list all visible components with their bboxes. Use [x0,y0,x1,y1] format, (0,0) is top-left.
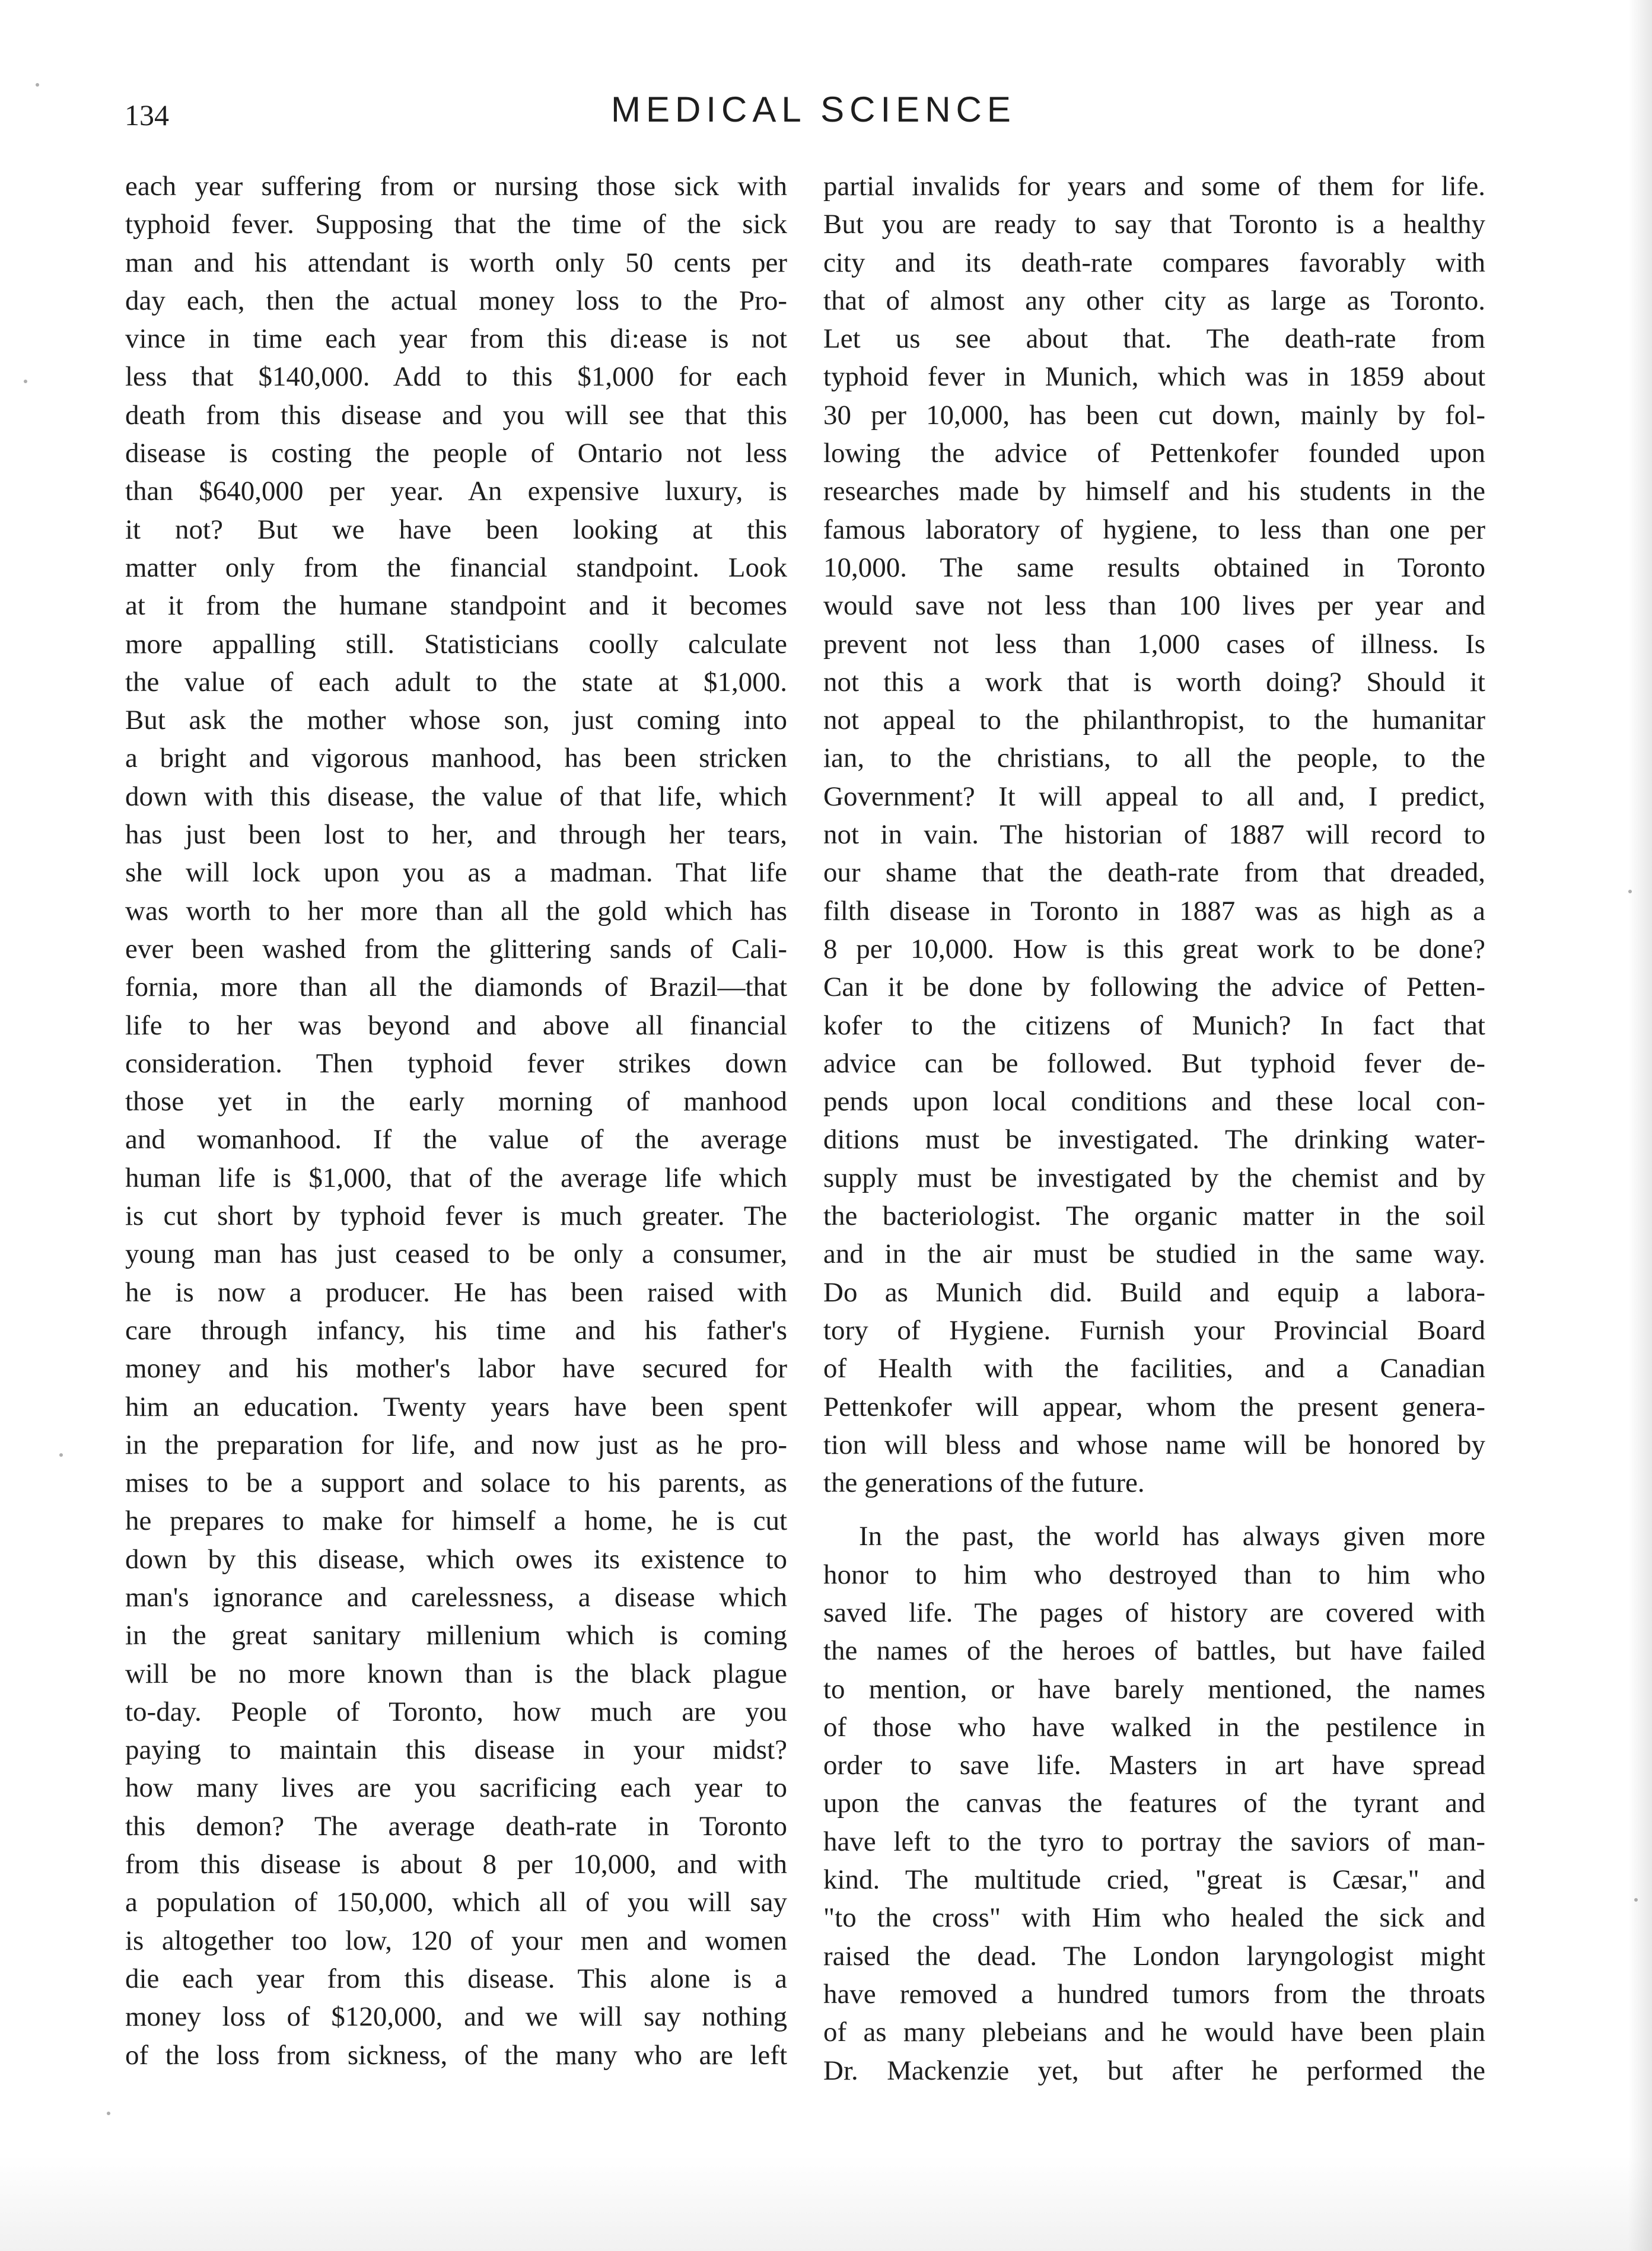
text-line: and womanhood. If the value of the average [125,1124,787,1155]
page-number: 134 [125,98,169,132]
text-line: down by this disease, which owes its existence to [125,1543,787,1575]
text-line: a population of 150,000, which all of you will say [125,1887,787,1918]
text-line: in the preparation for life, and now just as he pro- [125,1429,787,1460]
text-line: order to save life. Masters in art have spread [823,1750,1485,1781]
text-line: raised the dead. The London laryngologist might [823,1940,1485,1972]
text-line: he prepares to make for himself a home, he is cut [125,1505,787,1537]
text-line: each year suffering from or nursing those sick with [125,171,787,202]
text-line: supply must be investigated by the chemist and by [823,1162,1485,1193]
text-line: fornia, more than all the diamonds of Brazil—that [125,972,787,1003]
text-line: not this a work that is worth doing? Should it [823,666,1485,698]
text-line: matter only from the financial standpoint. Look [125,552,787,583]
text-line: Pettenkofer will appear, whom the present genera- [823,1391,1485,1422]
text-line: ditions must be investigated. The drinking water- [823,1124,1485,1155]
text-line: tion will bless and whose name will be honored by [823,1429,1485,1460]
text-line: to mention, or have barely mentioned, the names [823,1673,1485,1705]
text-line: of the loss from sickness, of the many who are left [125,2039,787,2071]
text-line: of those who have walked in the pestilence in [823,1711,1485,1743]
scan-smudge [0,2156,1652,2251]
text-line: But ask the mother whose son, just coming into [125,705,787,736]
scan-speck [24,380,27,383]
text-line: consideration. Then typhoid fever strikes down [125,1048,787,1079]
text-line: to-day. People of Toronto, how much are you [125,1696,787,1727]
text-line: saved life. The pages of history are covered with [823,1597,1485,1628]
text-line: kind. The multitude cried, "great is Cæsar," and [823,1864,1485,1896]
text-line: city and its death-rate compares favorably with [823,247,1485,278]
text-line: not in vain. The historian of 1887 will record to [823,819,1485,851]
text-line: Let us see about that. The death-rate from [823,323,1485,355]
text-line: was worth to her more than all the gold which has [125,895,787,926]
text-line: and in the air must be studied in the same way. [823,1238,1485,1270]
text-line: ever been washed from the glittering sands of Cali- [125,933,787,964]
text-line: man's ignorance and carelessness, a disease which [125,1581,787,1613]
text-line: typhoid fever in Munich, which was in 1859 about [823,361,1485,393]
running-head: MEDICAL SCIENCE [611,90,1016,129]
text-line: how many lives are you sacrificing each year to [125,1772,787,1804]
text-line: money loss of $120,000, and we will say nothing [125,2001,787,2033]
text-line: filth disease in Toronto in 1887 was as high as a [823,895,1485,926]
text-line: "to the cross" with Him who healed the sick and [823,1902,1485,1934]
text-line: tory of Hygiene. Furnish your Provincial Board [823,1314,1485,1346]
text-line: death from this disease and you will see that this [125,399,787,431]
scan-speck [1634,1898,1638,1902]
text-line: honor to him who destroyed than to him who [823,1559,1485,1590]
text-line: Can it be done by following the advice of Petten- [823,972,1485,1003]
text-line: 30 per 10,000, has been cut down, mainly by fol- [823,399,1485,431]
left-column [125,167,787,2074]
text-line: pends upon local conditions and these local con- [823,1086,1485,1117]
text-line: will be no more known than is the black plague [125,1658,787,1689]
page-edge-shadow [1628,0,1652,2251]
text-line: than $640,000 per year. An expensive luxury, is [125,476,787,507]
text-line: disease is costing the people of Ontario not less [125,438,787,469]
text-line: prevent not less than 1,000 cases of illness. Is [823,628,1485,660]
text-line: mises to be a support and solace to his parents, as [125,1467,787,1499]
scan-speck [59,1453,63,1457]
text-line: down with this disease, the value of that life, which [125,781,787,812]
text-line: typhoid fever. Supposing that the time of the sick [125,209,787,240]
text-line: upon the canvas the features of the tyrant and [823,1788,1485,1819]
text-line: vince in time each year from this di:ease is not [125,323,787,355]
text-line: our shame that the death-rate from that dreaded, [823,857,1485,889]
text-line: money and his mother's labor have secured for [125,1353,787,1384]
text-line: In the past, the world has always given more [859,1521,1485,1552]
text-line: less that $140,000. Add to this $1,000 for each [125,361,787,393]
text-line: in the great sanitary millenium which is coming [125,1620,787,1651]
text-line: at it from the humane standpoint and it becomes [125,590,787,622]
text-line: ian, to the christians, to all the people, to the [823,743,1485,774]
scan-speck [107,2112,110,2115]
text-line: has just been lost to her, and through her tears, [125,819,787,851]
text-line: more appalling still. Statisticians coolly calculate [125,628,787,660]
text-line: young man has just ceased to be only a consumer, [125,1238,787,1270]
text-line: Government? It will appeal to all and, I predict, [823,781,1485,812]
text-line: she will lock upon you as a madman. That life [125,857,787,889]
text-line: lowing the advice of Pettenkofer founded upon [823,438,1485,469]
text-line: those yet in the early morning of manhood [125,1086,787,1117]
text-line: the names of the heroes of battles, but have failed [823,1635,1485,1667]
text-line: is altogether too low, 120 of your men and women [125,1925,787,1956]
text-line: paying to maintain this disease in your midst? [125,1734,787,1766]
text-line: human life is $1,000, that of the average life which [125,1162,787,1193]
text-line: would save not less than 100 lives per year and [823,590,1485,622]
scan-speck [1628,890,1632,893]
scan-speck [36,83,39,87]
text-line: the bacteriologist. The organic matter in the soil [823,1201,1485,1232]
text-line: from this disease is about 8 per 10,000, and with [125,1849,787,1880]
text-line: partial invalids for years and some of them for life. [823,171,1485,202]
right-column [823,167,1485,2090]
text-line: Do as Munich did. Build and equip a labora- [823,1276,1485,1308]
text-line: a bright and vigorous manhood, has been stricken [125,743,787,774]
text-line: day each, then the actual money loss to the Pro- [125,285,787,316]
text-line: it not? But we have been looking at this [125,514,787,545]
text-line: life to her was beyond and above all financial [125,1010,787,1041]
text-line: die each year from this disease. This alone is a [125,1963,787,1994]
text-line: the value of each adult to the state at $1,000. [125,666,787,698]
text-line: kofer to the citizens of Munich? In fact that [823,1010,1485,1041]
text-line: the generations of the future. [823,1467,1145,1499]
text-line: advice can be followed. But typhoid fever de- [823,1048,1485,1079]
text-line: Dr. Mackenzie yet, but after he performed the [823,2055,1485,2086]
text-line: But you are ready to say that Toronto is a healthy [823,209,1485,240]
text-line: he is now a producer. He has been raised with [125,1276,787,1308]
text-line: have left to the tyro to portray the saviors of man- [823,1826,1485,1857]
text-line: not appeal to the philanthropist, to the humanitar [823,705,1485,736]
text-line: have removed a hundred tumors from the throats [823,1978,1485,2010]
text-line: 10,000. The same results obtained in Toronto [823,552,1485,583]
text-line: him an education. Twenty years have been spent [125,1391,787,1422]
text-line: 8 per 10,000. How is this great work to be done? [823,933,1485,964]
text-line: this demon? The average death-rate in Toronto [125,1810,787,1842]
text-line: that of almost any other city as large as Toronto. [823,285,1485,316]
text-line: famous laboratory of hygiene, to less than one per [823,514,1485,545]
text-line: of Health with the facilities, and a Canadian [823,1353,1485,1384]
text-line: of as many plebeians and he would have been plain [823,2017,1485,2048]
text-line: man and his attendant is worth only 50 cents per [125,247,787,278]
text-line: researches made by himself and his students in the [823,476,1485,507]
text-line: care through infancy, his time and his father's [125,1314,787,1346]
text-line: is cut short by typhoid fever is much greater. The [125,1201,787,1232]
